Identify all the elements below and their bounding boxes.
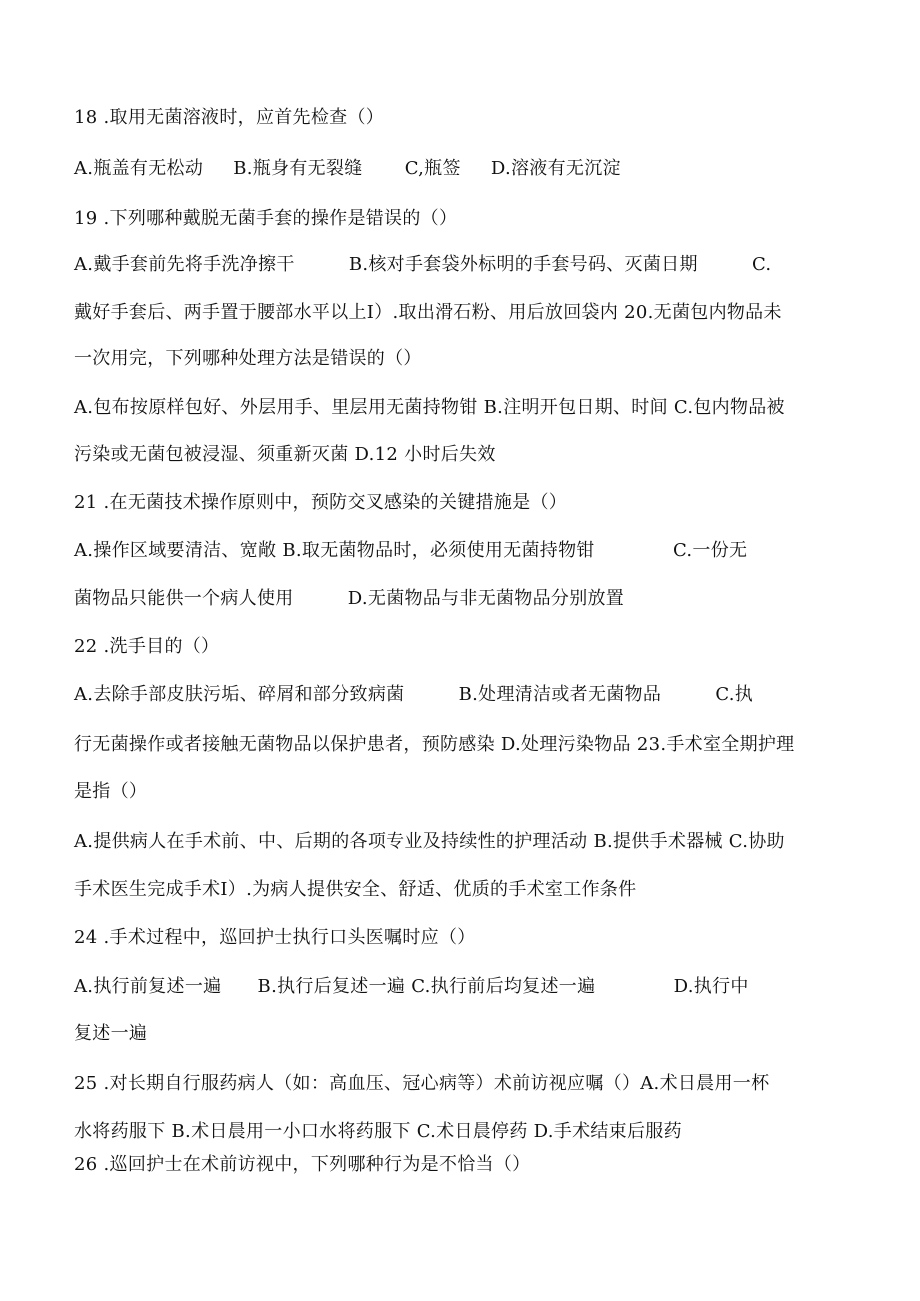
q21-options-line2: 菌物品只能供一个病人使用 D.无菌物品与非无菌物品分别放置 <box>74 588 625 609</box>
q21-options-line1: A.操作区域要清洁、宽敞 B.取无菌物品时，必须使用无菌持物钳 C.一份无 <box>74 540 748 561</box>
q25-question: 25 .对长期自行服药病人（如：高血压、冠心病等）术前访视应嘱（）A.术日晨用一杯 <box>74 1073 770 1094</box>
q25-options: 水将药服下 B.术日晨用一小口水将药服下 C.术日晨停药 D.手术结束后服药 <box>74 1121 682 1142</box>
q24-options-line1: A.执行前复述一遍 B.执行后复述一遍 C.执行前后均复述一遍 D.执行中 <box>74 976 749 997</box>
q23-options-line1: A.提供病人在手术前、中、后期的各项专业及持续性的护理活动 B.提供手术器械 C.协助 <box>74 831 785 852</box>
q18-question: 18 .取用无菌溶液时，应首先检查（） <box>74 107 385 128</box>
q19-question: 19 .下列哪种戴脱无菌手套的操作是错误的（） <box>74 208 458 229</box>
q22-options-line1: A.去除手部皮肤污垢、碎屑和部分致病菌 B.处理清洁或者无菌物品 C.执 <box>74 684 754 705</box>
q20-question: 一次用完，下列哪种处理方法是错误的（） <box>74 348 422 369</box>
q22-question: 22 .洗手目的（） <box>74 636 220 657</box>
q21-question: 21 .在无菌技术操作原则中，预防交叉感染的关键措施是（） <box>74 492 568 513</box>
q19-options-line2: 戴好手套后、两手置于腰部水平以上I）.取出滑石粉、用后放回袋内 20.无菌包内物品未 <box>74 302 782 323</box>
q18-options: A.瓶盖有无松动 B.瓶身有无裂缝 C,瓶签 D.溶液有无沉淀 <box>74 158 621 179</box>
q24-options-line2: 复述一遍 <box>74 1023 148 1044</box>
q24-question: 24 .手术过程中，巡回护士执行口头医嘱时应（） <box>74 927 476 948</box>
q20-options-line2: 污染或无菌包被浸湿、须重新灭菌 D.12 小时后失效 <box>74 444 496 465</box>
q23-options-line2: 手术医生完成手术I）.为病人提供安全、舒适、优质的手术室工作条件 <box>74 879 637 900</box>
q26-question: 26 .巡回护士在术前访视中，下列哪种行为是不恰当（） <box>74 1154 531 1175</box>
q23-question: 是指（） <box>74 781 148 802</box>
q22-options-line2: 行无菌操作或者接触无菌物品以保护患者，预防感染 D.处理污染物品 23.手术室全期护理 <box>74 734 795 755</box>
q20-options-line1: A.包布按原样包好、外层用手、里层用无菌持物钳 B.注明开包日期、时间 C.包内物品被 <box>74 397 785 418</box>
q19-options-line1: A.戴手套前先将手洗净擦干 B.核对手套袋外标明的手套号码、灭菌日期 C. <box>74 254 772 275</box>
